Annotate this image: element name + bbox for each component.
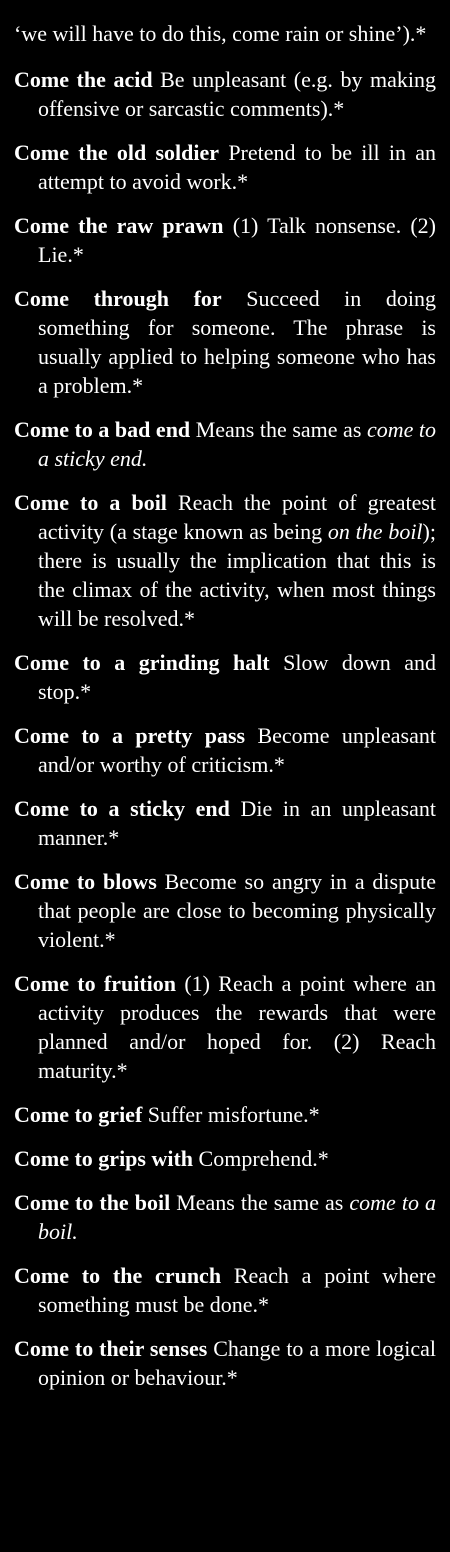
entry-definition: (1) Reach a point where an activity produces the rewards that were planned and/or hoped for. (2) Reach maturity.*	[38, 971, 436, 1083]
entry-headword: Come the acid	[14, 67, 153, 92]
entry-cross-reference: come to a sticky end.	[38, 417, 437, 471]
entry-definition: Reach a point where something must be done.*	[38, 1263, 436, 1317]
entry-definition: Be unpleasant (e.g. by making offensive or sarcastic comments).*	[38, 67, 436, 121]
dictionary-entry	[14, 1188, 436, 1246]
entry-list	[14, 65, 436, 1392]
entry-definition: Suffer misfortune.*	[142, 1102, 320, 1127]
dictionary-entry	[14, 211, 436, 269]
entry-definition: ); there is usually the implication that this is the climax of the activity, when most things will be resolved.*	[38, 519, 436, 631]
entry-headword: Come to a bad end	[14, 417, 191, 442]
entry-cross-reference: on the boil	[327, 519, 423, 544]
entry-headword: Come to a boil	[14, 490, 167, 515]
entry-definition: Comprehend.*	[193, 1146, 329, 1171]
entry-headword: Come the raw prawn	[14, 213, 224, 238]
entry-headword: Come to grief	[14, 1102, 143, 1127]
entry-definition: (1) Talk nonsense. (2) Lie.*	[38, 213, 436, 267]
entry-definition: Become so angry in a dispute that people are close to becoming physically violent.*	[38, 869, 436, 952]
entry-headword: Come to the crunch	[14, 1263, 222, 1288]
entry-headword: Come the old soldier	[14, 140, 220, 165]
entry-headword: Come to blows	[14, 869, 157, 894]
dictionary-entry	[14, 138, 436, 196]
dictionary-entry	[14, 794, 436, 852]
entry-definition: Means the same as	[170, 1190, 350, 1215]
dictionary-entry	[14, 867, 436, 954]
entry-cross-reference: come to a boil.	[38, 1190, 436, 1244]
dictionary-entry	[14, 415, 436, 473]
dictionary-entry	[14, 488, 436, 633]
entry-headword: Come to grips with	[14, 1146, 194, 1171]
entry-headword: Come through for	[14, 286, 222, 311]
entry-definition: Become unpleasant and/or worthy of criticism.*	[38, 723, 436, 777]
entry-definition: Means the same as	[190, 417, 367, 442]
entry-headword: Come to a sticky end	[14, 796, 230, 821]
dictionary-entry	[14, 1144, 436, 1173]
entry-definition: Succeed in doing something for someone. The phrase is usually applied to helping someone who has a problem.*	[38, 286, 436, 398]
entry-definition: Change to a more logical opinion or behaviour.*	[38, 1336, 436, 1390]
continuation-text: ‘we will have to do this, come rain or shine’).*	[14, 21, 427, 46]
dictionary-entry	[14, 1261, 436, 1319]
dictionary-entry	[14, 648, 436, 706]
dictionary-entry	[14, 65, 436, 123]
entry-headword: Come to fruition	[14, 971, 177, 996]
entry-definition: Reach the point of greatest activity (a stage known as being	[38, 490, 437, 544]
entry-headword: Come to a grinding halt	[14, 650, 270, 675]
entry-headword: Come to a pretty pass	[14, 723, 246, 748]
entry-definition: Slow down and stop.*	[38, 650, 436, 704]
dictionary-entry	[14, 969, 436, 1085]
entry-definition: Die in an unpleasant manner.*	[38, 796, 436, 850]
dictionary-entry	[14, 721, 436, 779]
entry-headword: Come to the boil	[14, 1190, 171, 1215]
dictionary-entry	[14, 1334, 436, 1392]
entry-definition: Pretend to be ill in an attempt to avoid work.*	[38, 140, 437, 194]
dictionary-entry	[14, 284, 436, 400]
entry-headword: Come to their senses	[14, 1336, 208, 1361]
dictionary-entry	[14, 1100, 436, 1129]
